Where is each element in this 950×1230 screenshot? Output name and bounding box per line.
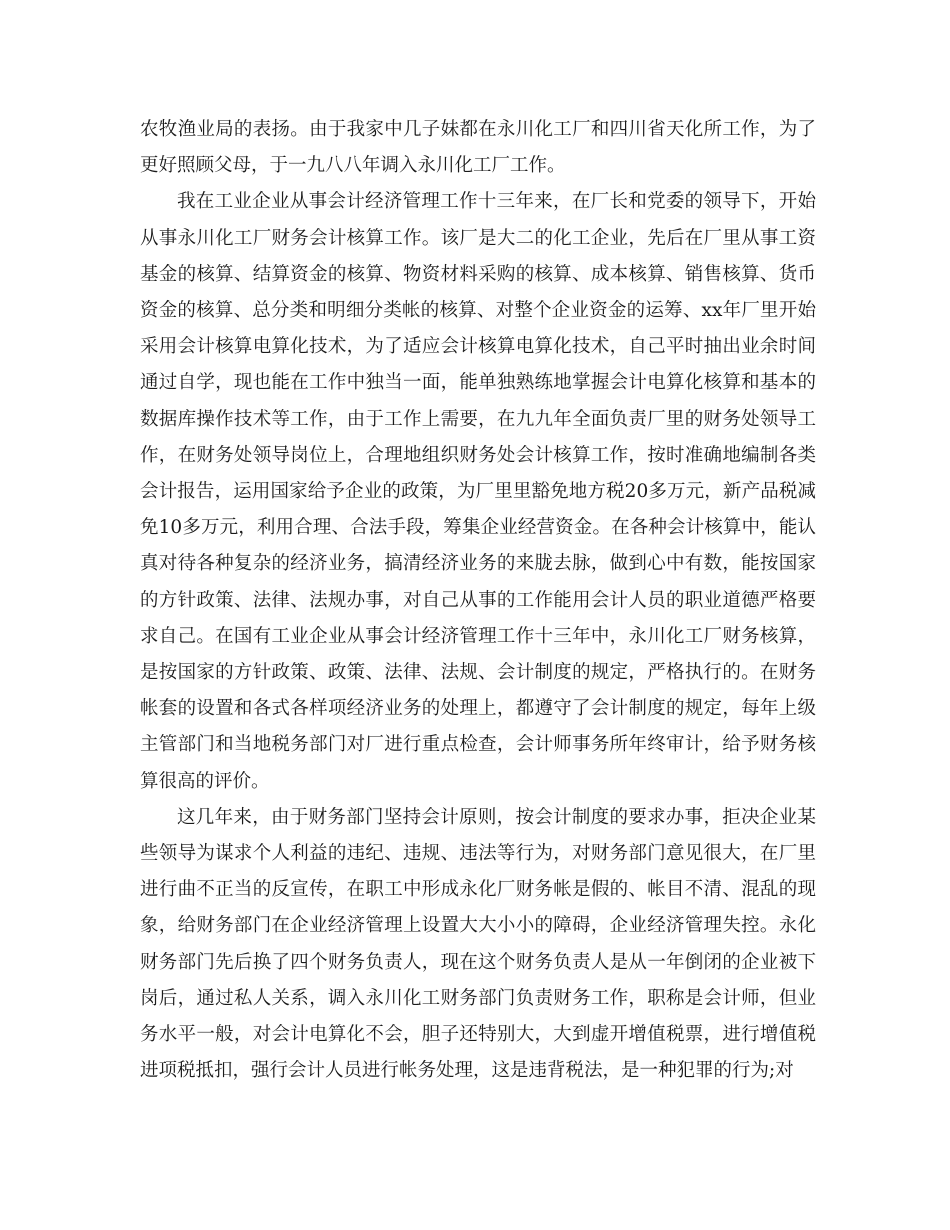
- paragraph-1: 农牧渔业局的表扬。由于我家中几子妹都在永川化工厂和四川省天化所工作，为了更好照顾父母，于一九八八年调入永川化工厂工作。: [140, 119, 816, 177]
- paragraph-3: 这几年来，由于财务部门坚持会计原则，按会计制度的要求办事，拒决企业某些领导为谋求个人利益的违纪、违规、违法等行为，对财务部门意见很大，在厂里进行曲不正当的反宣传，在职工中形成永化厂财务帐是假的、帐目不清、混乱的现象，给财务部门在企业经济管理上设置大大小小的障碍，企业经济管理失控。永化财务部门先后换了四个财务负责人，现在这个财务负责人是从一年倒闭的企业被下岗后，通过私人关系，调入永川化工财务部门负责财务工作，职称是会计师，但业务水平一般，对会计电算化不会，胆子还特别大，大到虚开增值税票，进行增值税进项税抵扣，强行会计人员进行帐务处理，这是违背税法，是一种犯罪的行为;对: [140, 806, 816, 1082]
- document-body: [140, 112, 816, 1089]
- paragraph-2: 我在工业企业从事会计经济管理工作十三年来，在厂长和党委的领导下，开始从事永川化工厂财务会计核算工作。该厂是大二的化工企业，先后在厂里从事工资基金的核算、结算资金的核算、物资材料采购的核算、成本核算、销售核算、货币资金的核算、总分类和明细分类帐的核算、对整个企业资金的运筹、xx年厂里开始采用会计核算电算化技术，为了适应会计核算电算化技术，自己平时抽出业余时间通过自学，现也能在工作中独当一面，能单独熟练地掌握会计电算化核算和基本的数据库操作技术等工作，由于工作上需要，在九九年全面负责厂里的财务处领导工作，在财务处领导岗位上，合理地组织财务处会计核算工作，按时准确地编制各类会计报告，运用国家给予企业的政策，为厂里里豁免地方税20多万元，新产品税减免10多万元，利用合理、合法手段，筹集企业经营资金。在各种会计核算中，能认真对待各种复杂的经济业务，搞清经济业务的来胧去脉，做到心中有数，能按国家的方针政策、法律、法规办事，对自己从事的工作能用会计人员的职业道德严格要求自己。在国有工业企业从事会计经济管理工作十三年中，永川化工厂财务核算，是按国家的方针政策、政策、法律、法规、会计制度的规定，严格执行的。在财务帐套的设置和各式各样项经济业务的处理上，都遵守了会计制度的规定，每年上级主管部门和当地税务部门对厂进行重点检查，会计师事务所年终审计，给予财务核算很高的评价。: [140, 191, 816, 792]
